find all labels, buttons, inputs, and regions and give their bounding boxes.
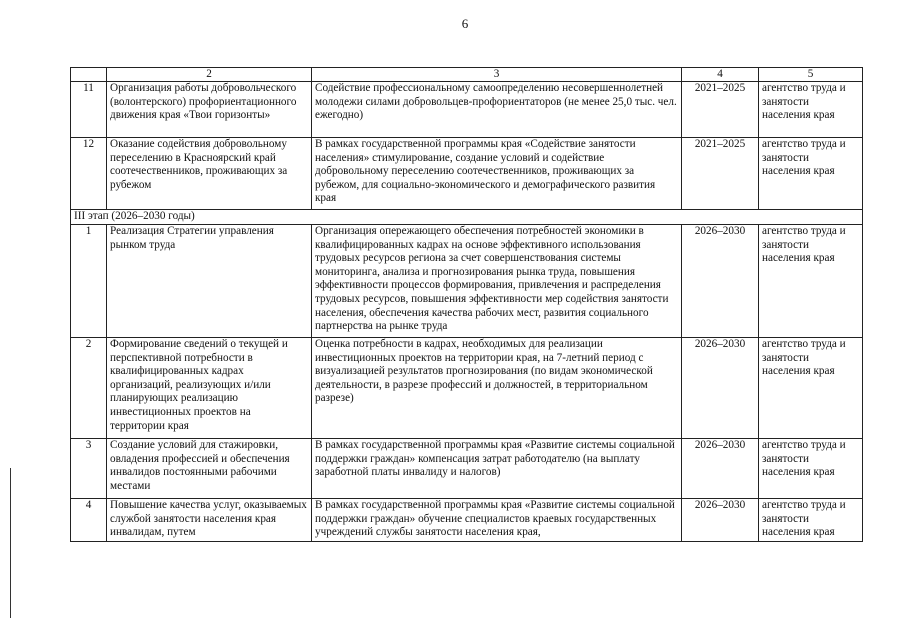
row-title: Формирование сведений о текущей и перспективной потребности в квалифицированных кадрах организаций, реализующих и/или планирующих реализацию инвестиционных проектов на территории края [107, 338, 312, 439]
table-row [71, 499, 863, 542]
row-number: 11 [71, 82, 107, 138]
row-number: 1 [71, 225, 107, 338]
scan-artifact-line [10, 468, 11, 618]
page-number: 6 [461, 16, 469, 31]
table-row [71, 138, 863, 210]
row-description: В рамках государственной программы края «Развитие системы социальной поддержки граждан» компенсация затрат работодателю (на выплату заработной платы инвалиду и налогов) [312, 439, 682, 499]
row-executor: агентство труда и занятости населения края [759, 82, 863, 138]
header-cell-1 [71, 68, 107, 82]
stage-row [71, 210, 863, 225]
table-row [71, 338, 863, 439]
row-description: Организация опережающего обеспечения потребностей экономики в квалифицированных кадрах на основе эффективного использования трудовых ресурсов региона за счет совершенствования системы мониторинга, анализа и прогнозирования рынка труда, повышения эффективности процессов формирования, привлечения и распределения трудовых ресурсов, повышения эффективности мер содействия занятости населения, обеспечения качества рабочих мест, развития социального партнерства на рынке труда [312, 225, 682, 338]
row-number: 4 [71, 499, 107, 542]
row-title: Организация работы добровольческого (волонтерского) профориентационного движения края «Твои горизонты» [107, 82, 312, 138]
row-description: Оценка потребности в кадрах, необходимых для реализации инвестиционных проектов на территории края, на 7-летний период с визуализацией результатов прогнозирования (по видам экономической деятельности, в разрезе профессий и должностей, в территориальном разрезе) [312, 338, 682, 439]
row-executor: агентство труда и занятости населения края [759, 338, 863, 439]
row-years: 2021–2025 [682, 82, 759, 138]
row-number: 2 [71, 338, 107, 439]
row-years: 2026–2030 [682, 225, 759, 338]
row-title: Реализация Стратегии управления рынком труда [107, 225, 312, 338]
table-row [71, 439, 863, 499]
header-cell-4: 4 [682, 68, 759, 82]
table-row [71, 82, 863, 138]
header-cell-3: 3 [312, 68, 682, 82]
row-years: 2026–2030 [682, 499, 759, 542]
row-years: 2021–2025 [682, 138, 759, 210]
row-description: Содействие профессиональному самоопределению несовершеннолетней молодежи силами добровольцев-профориентаторов (не менее 25,0 тыс. чел. ежегодно) [312, 82, 682, 138]
row-number: 3 [71, 439, 107, 499]
stage-label: III этап (2026–2030 годы) [71, 210, 863, 225]
row-executor: агентство труда и занятости населения края [759, 138, 863, 210]
row-description: В рамках государственной программы края «Развитие системы социальной поддержки граждан» обучение специалистов краевых государственных учреждений службы занятости населения края, [312, 499, 682, 542]
table-header-row [71, 68, 863, 82]
row-executor: агентство труда и занятости населения края [759, 499, 863, 542]
row-executor: агентство труда и занятости населения края [759, 439, 863, 499]
row-title: Повышение качества услуг, оказываемых службой занятости населения края инвалидам, путем [107, 499, 312, 542]
row-description: В рамках государственной программы края «Содействие занятости населения» стимулирование, создание условий и содействие добровольному переселению соотечественников, проживающих за рубежом, для социально-экономического и демографического развития края [312, 138, 682, 210]
row-years: 2026–2030 [682, 439, 759, 499]
row-title: Создание условий для стажировки, овладения профессией и обеспечения инвалидов постоянными рабочими местами [107, 439, 312, 499]
row-years: 2026–2030 [682, 338, 759, 439]
table-row [71, 225, 863, 338]
program-table [70, 67, 863, 542]
header-cell-2: 2 [107, 68, 312, 82]
row-executor: агентство труда и занятости населения края [759, 225, 863, 338]
row-number: 12 [71, 138, 107, 210]
header-cell-5: 5 [759, 68, 863, 82]
row-title: Оказание содействия добровольному переселению в Красноярский край соотечественников, проживающих за рубежом [107, 138, 312, 210]
